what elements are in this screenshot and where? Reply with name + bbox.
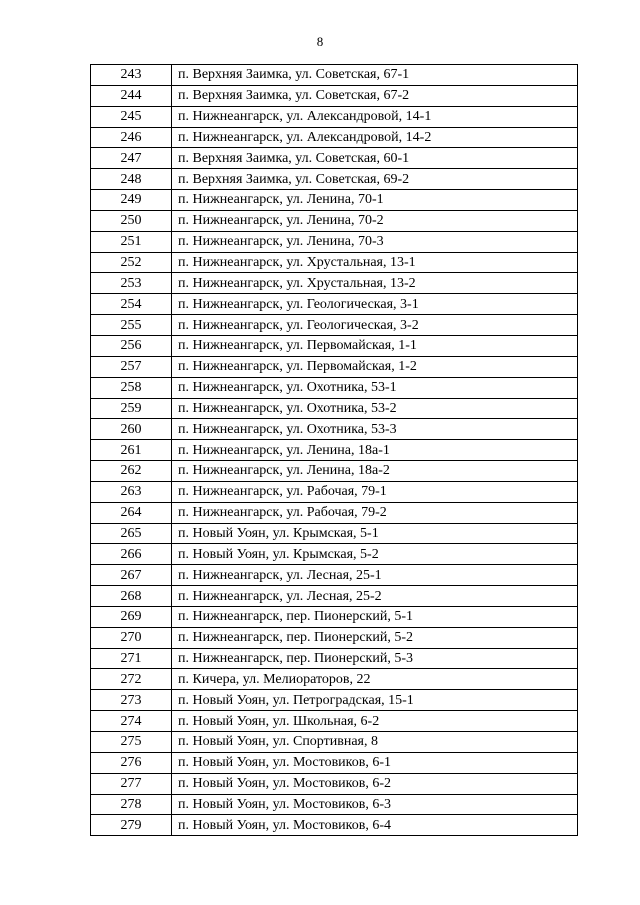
address-cell: п. Новый Уоян, ул. Крымская, 5-1 bbox=[172, 523, 578, 544]
row-number-cell: 246 bbox=[91, 127, 172, 148]
address-cell: п. Нижнеангарск, ул. Охотника, 53-2 bbox=[172, 398, 578, 419]
address-cell: п. Нижнеангарск, ул. Ленина, 70-3 bbox=[172, 231, 578, 252]
row-number-cell: 277 bbox=[91, 773, 172, 794]
row-number-cell: 265 bbox=[91, 523, 172, 544]
address-cell: п. Нижнеангарск, ул. Ленина, 70-1 bbox=[172, 190, 578, 211]
row-number-cell: 272 bbox=[91, 669, 172, 690]
row-number-cell: 259 bbox=[91, 398, 172, 419]
row-number-cell: 250 bbox=[91, 210, 172, 231]
address-cell: п. Нижнеангарск, пер. Пионерский, 5-3 bbox=[172, 648, 578, 669]
address-cell: п. Нижнеангарск, ул. Охотника, 53-1 bbox=[172, 377, 578, 398]
table-row bbox=[91, 773, 578, 794]
row-number-cell: 278 bbox=[91, 794, 172, 815]
table-row bbox=[91, 294, 578, 315]
row-number-cell: 258 bbox=[91, 377, 172, 398]
row-number-cell: 275 bbox=[91, 732, 172, 753]
address-cell: п. Новый Уоян, ул. Спортивная, 8 bbox=[172, 732, 578, 753]
table-row bbox=[91, 752, 578, 773]
row-number-cell: 273 bbox=[91, 690, 172, 711]
table-row bbox=[91, 669, 578, 690]
row-number-cell: 260 bbox=[91, 419, 172, 440]
row-number-cell: 269 bbox=[91, 606, 172, 627]
table-row bbox=[91, 440, 578, 461]
row-number-cell: 245 bbox=[91, 106, 172, 127]
row-number-cell: 268 bbox=[91, 586, 172, 607]
address-cell: п. Кичера, ул. Мелиораторов, 22 bbox=[172, 669, 578, 690]
table-row bbox=[91, 148, 578, 169]
row-number-cell: 252 bbox=[91, 252, 172, 273]
table-row bbox=[91, 356, 578, 377]
row-number-cell: 255 bbox=[91, 315, 172, 336]
row-number-cell: 270 bbox=[91, 627, 172, 648]
table-row bbox=[91, 419, 578, 440]
address-cell: п. Верхняя Заимка, ул. Советская, 67-1 bbox=[172, 65, 578, 86]
table-row bbox=[91, 169, 578, 190]
row-number-cell: 271 bbox=[91, 648, 172, 669]
table-row bbox=[91, 335, 578, 356]
table-row bbox=[91, 127, 578, 148]
table-row bbox=[91, 690, 578, 711]
table-row bbox=[91, 398, 578, 419]
address-cell: п. Верхняя Заимка, ул. Советская, 67-2 bbox=[172, 85, 578, 106]
row-number-cell: 257 bbox=[91, 356, 172, 377]
table-row bbox=[91, 252, 578, 273]
address-cell: п. Новый Уоян, ул. Мостовиков, 6-1 bbox=[172, 752, 578, 773]
address-cell: п. Новый Уоян, ул. Мостовиков, 6-4 bbox=[172, 815, 578, 836]
table-row bbox=[91, 711, 578, 732]
row-number-cell: 263 bbox=[91, 481, 172, 502]
address-cell: п. Нижнеангарск, ул. Ленина, 18а-2 bbox=[172, 461, 578, 482]
row-number-cell: 262 bbox=[91, 461, 172, 482]
address-cell: п. Нижнеангарск, ул. Хрустальная, 13-2 bbox=[172, 273, 578, 294]
table-body bbox=[91, 65, 578, 836]
row-number-cell: 267 bbox=[91, 565, 172, 586]
table-row bbox=[91, 606, 578, 627]
table-row bbox=[91, 815, 578, 836]
address-cell: п. Нижнеангарск, ул. Лесная, 25-2 bbox=[172, 586, 578, 607]
table-row bbox=[91, 627, 578, 648]
address-cell: п. Новый Уоян, ул. Крымская, 5-2 bbox=[172, 544, 578, 565]
table-row bbox=[91, 106, 578, 127]
table-row bbox=[91, 85, 578, 106]
address-table bbox=[90, 64, 578, 836]
address-cell: п. Нижнеангарск, ул. Хрустальная, 13-1 bbox=[172, 252, 578, 273]
address-cell: п. Нижнеангарск, пер. Пионерский, 5-2 bbox=[172, 627, 578, 648]
table-row bbox=[91, 523, 578, 544]
table-row bbox=[91, 648, 578, 669]
address-cell: п. Нижнеангарск, ул. Рабочая, 79-1 bbox=[172, 481, 578, 502]
row-number-cell: 248 bbox=[91, 169, 172, 190]
table-row bbox=[91, 481, 578, 502]
row-number-cell: 256 bbox=[91, 335, 172, 356]
table-row bbox=[91, 586, 578, 607]
address-cell: п. Верхняя Заимка, ул. Советская, 69-2 bbox=[172, 169, 578, 190]
row-number-cell: 279 bbox=[91, 815, 172, 836]
table-row bbox=[91, 377, 578, 398]
address-cell: п. Нижнеангарск, пер. Пионерский, 5-1 bbox=[172, 606, 578, 627]
address-cell: п. Нижнеангарск, ул. Ленина, 70-2 bbox=[172, 210, 578, 231]
row-number-cell: 251 bbox=[91, 231, 172, 252]
address-cell: п. Верхняя Заимка, ул. Советская, 60-1 bbox=[172, 148, 578, 169]
address-cell: п. Нижнеангарск, ул. Геологическая, 3-1 bbox=[172, 294, 578, 315]
table-row bbox=[91, 210, 578, 231]
row-number-cell: 249 bbox=[91, 190, 172, 211]
address-cell: п. Нижнеангарск, ул. Охотника, 53-3 bbox=[172, 419, 578, 440]
address-cell: п. Новый Уоян, ул. Мостовиков, 6-3 bbox=[172, 794, 578, 815]
table-row bbox=[91, 273, 578, 294]
table-row bbox=[91, 190, 578, 211]
row-number-cell: 264 bbox=[91, 502, 172, 523]
table-row bbox=[91, 231, 578, 252]
table-row bbox=[91, 461, 578, 482]
row-number-cell: 243 bbox=[91, 65, 172, 86]
address-cell: п. Нижнеангарск, ул. Александровой, 14-1 bbox=[172, 106, 578, 127]
page-number: 8 bbox=[316, 34, 324, 49]
address-cell: п. Нижнеангарск, ул. Рабочая, 79-2 bbox=[172, 502, 578, 523]
row-number-cell: 247 bbox=[91, 148, 172, 169]
address-cell: п. Нижнеангарск, ул. Геологическая, 3-2 bbox=[172, 315, 578, 336]
table-row bbox=[91, 794, 578, 815]
table-row bbox=[91, 565, 578, 586]
address-cell: п. Нижнеангарск, ул. Первомайская, 1-1 bbox=[172, 335, 578, 356]
table-row bbox=[91, 502, 578, 523]
address-cell: п. Нижнеангарск, ул. Лесная, 25-1 bbox=[172, 565, 578, 586]
table-row bbox=[91, 544, 578, 565]
row-number-cell: 253 bbox=[91, 273, 172, 294]
table-row bbox=[91, 315, 578, 336]
address-cell: п. Нижнеангарск, ул. Ленина, 18а-1 bbox=[172, 440, 578, 461]
row-number-cell: 261 bbox=[91, 440, 172, 461]
address-cell: п. Новый Уоян, ул. Петроградская, 15-1 bbox=[172, 690, 578, 711]
table-row bbox=[91, 732, 578, 753]
row-number-cell: 254 bbox=[91, 294, 172, 315]
address-cell: п. Нижнеангарск, ул. Александровой, 14-2 bbox=[172, 127, 578, 148]
address-cell: п. Нижнеангарск, ул. Первомайская, 1-2 bbox=[172, 356, 578, 377]
row-number-cell: 244 bbox=[91, 85, 172, 106]
address-cell: п. Новый Уоян, ул. Мостовиков, 6-2 bbox=[172, 773, 578, 794]
row-number-cell: 274 bbox=[91, 711, 172, 732]
row-number-cell: 266 bbox=[91, 544, 172, 565]
table-row bbox=[91, 65, 578, 86]
address-cell: п. Новый Уоян, ул. Школьная, 6-2 bbox=[172, 711, 578, 732]
row-number-cell: 276 bbox=[91, 752, 172, 773]
